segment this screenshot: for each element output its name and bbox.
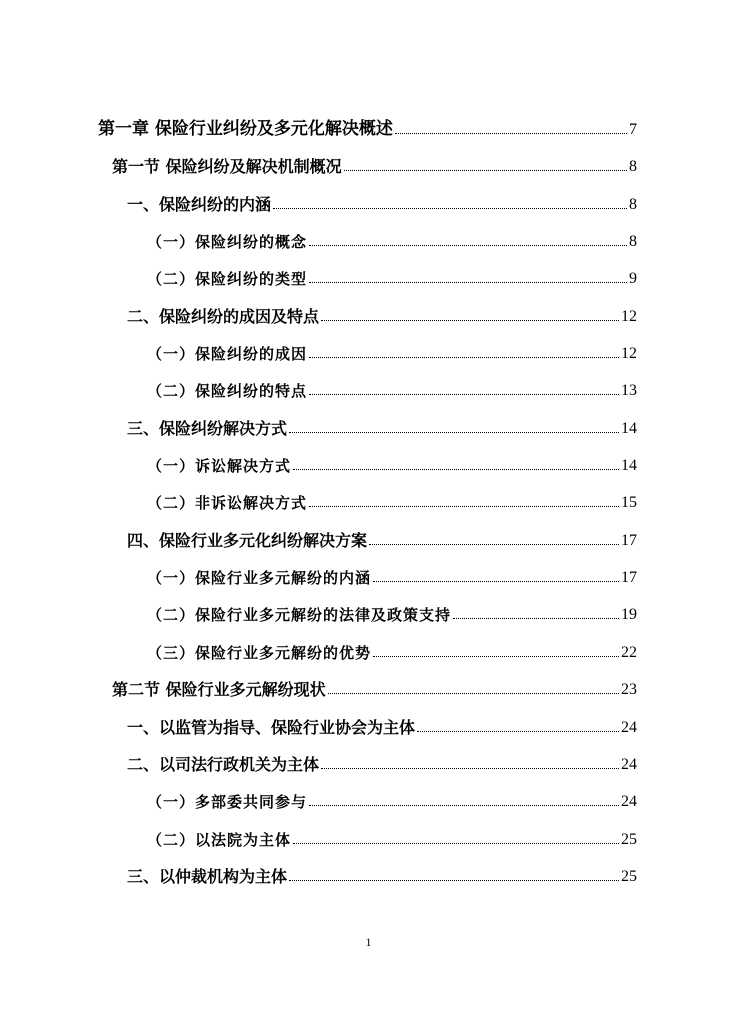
toc-entry[interactable] [147, 818, 637, 848]
toc-entry-page: 8 [629, 196, 637, 213]
toc-entry-page: 22 [621, 644, 637, 661]
dot-leader [373, 656, 619, 657]
toc-entry[interactable] [147, 631, 637, 661]
toc-entry-title: 三、保险纠纷解决方式 [127, 419, 288, 438]
dot-leader [289, 880, 619, 881]
toc-entry[interactable] [127, 183, 637, 213]
dot-leader [309, 805, 619, 806]
toc-entry-title: （一）保险行业多元解纷的内涵 [147, 569, 372, 587]
toc-entry[interactable] [147, 481, 637, 511]
dot-leader [369, 544, 619, 545]
toc-entry-page: 17 [621, 532, 637, 549]
toc-entry-title: 二、以司法行政机关为主体 [127, 755, 320, 774]
toc-entry[interactable] [127, 519, 637, 549]
toc-entry-title: （一）保险纠纷的概念 [147, 233, 308, 251]
toc-entry-title: 一、保险纠纷的内涵 [127, 195, 272, 214]
toc-entry-page: 23 [621, 681, 637, 698]
toc-entry[interactable] [147, 780, 637, 810]
toc-entry[interactable] [147, 332, 637, 362]
dot-leader [293, 843, 619, 844]
dot-leader [309, 357, 619, 358]
toc-entry-title: 第一章 保险行业纠纷及多元化解决概述 [98, 119, 393, 139]
toc-entry-title: （三）保险行业多元解纷的优势 [147, 644, 372, 662]
toc-entry-title: （二）保险纠纷的类型 [147, 270, 308, 288]
toc-entry-title: 二、保险纠纷的成因及特点 [127, 307, 320, 326]
toc-entry-title: 一、以监管为指导、保险行业协会为主体 [127, 718, 416, 737]
page-number: 1 [365, 935, 372, 949]
dot-leader [309, 506, 619, 507]
toc-entry-page: 24 [621, 719, 637, 736]
toc-entry-page: 8 [629, 158, 637, 175]
toc-entry-page: 24 [621, 756, 637, 773]
dot-leader [344, 170, 627, 171]
dot-leader [289, 432, 619, 433]
toc-entry[interactable] [147, 556, 637, 586]
toc-entry-page: 17 [621, 569, 637, 586]
dot-leader [373, 581, 619, 582]
toc-entry[interactable] [127, 407, 637, 437]
toc-entry-page: 14 [621, 457, 637, 474]
toc-entry-page: 15 [621, 494, 637, 511]
toc-entry-title: （二）以法院为主体 [147, 831, 292, 849]
dot-leader [309, 394, 619, 395]
toc-entry-page: 12 [621, 308, 637, 325]
toc-entry-title: 第一节 保险纠纷及解决机制概况 [112, 157, 342, 176]
toc-entry-title: 三、以仲裁机构为主体 [127, 867, 288, 886]
toc-entry-title: （一）诉讼解决方式 [147, 457, 292, 475]
dot-leader [395, 133, 627, 134]
dot-leader [417, 731, 619, 732]
toc-entry-title: （一）多部委共同参与 [147, 793, 308, 811]
toc-entry-page: 14 [621, 420, 637, 437]
toc-entry[interactable] [127, 743, 637, 773]
toc-entry-title: （一）保险纠纷的成因 [147, 345, 308, 363]
toc-entry-title: （二）非诉讼解决方式 [147, 494, 308, 512]
dot-leader [293, 469, 619, 470]
dot-leader [453, 618, 619, 619]
toc-entry[interactable] [147, 369, 637, 399]
toc-entry-page: 12 [621, 345, 637, 362]
toc-entry[interactable] [147, 593, 637, 623]
toc-entry-title: （二）保险行业多元解纷的法律及政策支持 [147, 606, 452, 624]
toc-entry-page: 13 [621, 382, 637, 399]
toc-entry-page: 8 [629, 233, 637, 250]
toc-entry[interactable] [127, 706, 637, 736]
toc-entry-page: 7 [629, 121, 637, 138]
dot-leader [328, 693, 619, 694]
toc-entry-title: 第二节 保险行业多元解纷现状 [112, 680, 326, 699]
dot-leader [273, 208, 627, 209]
toc-entry[interactable] [112, 668, 637, 698]
dot-leader [321, 768, 619, 769]
dot-leader [309, 282, 627, 283]
toc-entry[interactable] [127, 855, 637, 885]
toc-entry-title: 四、保险行业多元化纠纷解决方案 [127, 531, 368, 550]
toc-entry[interactable] [147, 444, 637, 474]
dot-leader [309, 245, 627, 246]
dot-leader [321, 320, 619, 321]
toc-entry-title: （二）保险纠纷的特点 [147, 382, 308, 400]
toc-entry[interactable] [147, 257, 637, 287]
toc-entry-page: 25 [621, 868, 637, 885]
toc-entry-page: 24 [621, 793, 637, 810]
toc-entry[interactable] [98, 108, 637, 138]
toc-entry[interactable] [112, 145, 637, 175]
toc-entry[interactable] [147, 220, 637, 250]
toc-entry[interactable] [127, 295, 637, 325]
toc-entry-page: 25 [621, 831, 637, 848]
toc-entry-page: 19 [621, 606, 637, 623]
toc-entry-page: 9 [629, 270, 637, 287]
